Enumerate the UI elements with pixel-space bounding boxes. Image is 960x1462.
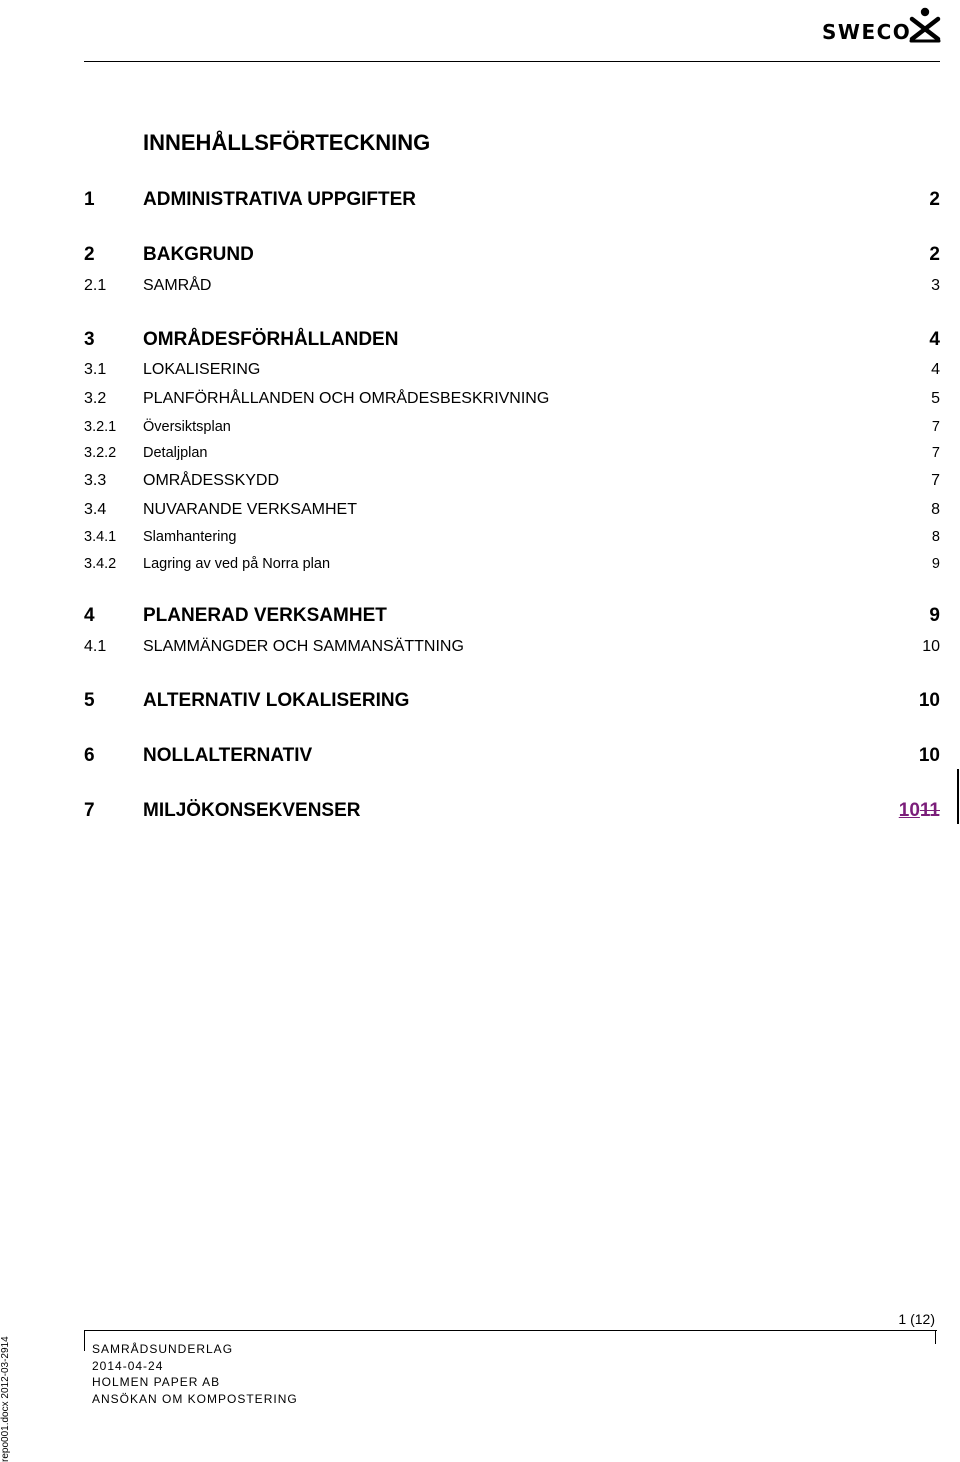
toc-entry-page: 8 <box>931 501 940 518</box>
toc-entry-page: 10 <box>918 690 940 711</box>
toc-entry-number: 3.2.2 <box>84 445 117 461</box>
toc-entry-1[interactable] <box>84 188 940 212</box>
toc-entry-3-1[interactable] <box>84 359 940 381</box>
footer-document-type: SAMRÅDSUNDERLAG <box>92 1342 234 1356</box>
sweco-logo <box>820 6 944 44</box>
toc-entry-number: 3.4.2 <box>84 556 117 572</box>
toc-title: INNEHÅLLSFÖRTECKNING <box>143 130 431 155</box>
toc-entry-4[interactable] <box>84 604 940 628</box>
toc-entry-number: 5 <box>84 690 95 711</box>
toc-entry-6[interactable] <box>84 744 940 768</box>
sweco-figure-icon <box>908 6 942 44</box>
logo-text: SWECO <box>822 20 912 44</box>
toc-entry-title: PLANERAD VERKSAMHET <box>143 605 387 626</box>
toc-entry-title: SLAMMÄNGDER OCH SAMMANSÄTTNING <box>143 638 464 655</box>
toc-entry-title: ADMINISTRATIVA UPPGIFTER <box>143 189 417 210</box>
toc-entry-title: ALTERNATIV LOKALISERING <box>143 690 410 711</box>
toc-entry-number: 3 <box>84 329 95 350</box>
toc-entry-number: 7 <box>84 800 95 821</box>
toc-entry-number: 3.3 <box>84 472 107 489</box>
toc-entry-page: 9 <box>931 556 940 572</box>
toc-entry-number: 4.1 <box>84 638 107 655</box>
toc-entry-7[interactable] <box>84 799 940 823</box>
toc-entry-3-4-1[interactable] <box>84 527 940 547</box>
header-divider <box>84 61 940 62</box>
toc-entry-number: 3.4.1 <box>84 529 117 545</box>
toc-entry-title: NUVARANDE VERKSAMHET <box>143 501 357 518</box>
footer-subject: ANSÖKAN OM KOMPOSTERING <box>92 1391 298 1406</box>
toc-entry-number: 6 <box>84 745 95 766</box>
footer-info <box>92 1341 298 1407</box>
toc-entry-page: 9 <box>929 605 940 626</box>
toc-entry-title: Detaljplan <box>143 445 208 461</box>
toc-entry-title: OMRÅDESFÖRHÅLLANDEN <box>143 329 399 350</box>
revision-change-bar <box>957 769 959 824</box>
footer-bracket-right <box>935 1330 936 1344</box>
toc-entry-page: 5 <box>931 390 940 407</box>
toc-entry-number: 3.1 <box>84 361 107 378</box>
toc-entry-page: 4 <box>929 329 940 350</box>
page-count: 1 (12) <box>898 1311 935 1327</box>
footer-client: HOLMEN PAPER AB <box>92 1375 221 1389</box>
toc-entry-3[interactable] <box>84 328 940 352</box>
toc-entry-3-4[interactable] <box>84 499 940 521</box>
toc-entry-number: 2.1 <box>84 277 107 294</box>
deleted-page-number: 11 <box>919 800 940 821</box>
template-side-note: repo001.docx 2012-03-2914 <box>0 1336 11 1462</box>
toc-entry-page: 10 <box>918 745 940 766</box>
toc-entry-title: Lagring av ved på Norra plan <box>143 556 331 572</box>
toc-entry-title: SAMRÅD <box>143 277 212 294</box>
toc-entry-title: NOLLALTERNATIV <box>143 745 313 766</box>
toc-entry-2[interactable] <box>84 243 940 267</box>
toc-entry-number: 2 <box>84 244 95 265</box>
toc-entry-title: OMRÅDESSKYDD <box>143 472 280 489</box>
toc-entry-2-1[interactable] <box>84 275 940 297</box>
toc-entry-3-2-1[interactable] <box>84 417 940 437</box>
toc-entry-title: Slamhantering <box>143 529 237 545</box>
toc-entry-page: 2 <box>929 244 940 265</box>
toc-entry-number: 1 <box>84 189 95 210</box>
toc-entry-page-tracked <box>899 799 940 823</box>
footer-date: 2014-04-24 <box>92 1358 164 1373</box>
toc-entry-3-3[interactable] <box>84 470 940 492</box>
toc-entry-page: 2 <box>929 189 940 210</box>
toc-entry-number: 3.4 <box>84 501 107 518</box>
toc-entry-number: 3.2 <box>84 390 107 407</box>
toc-entry-page: 4 <box>931 361 940 378</box>
toc-entry-title: BAKGRUND <box>143 244 254 265</box>
toc-entry-title: LOKALISERING <box>143 361 261 378</box>
inserted-page-number: 10 <box>898 800 920 821</box>
toc-entry-title: PLANFÖRHÅLLANDEN OCH OMRÅDESBESKRIVNING <box>143 390 550 407</box>
toc-entry-title: Översiktsplan <box>143 419 231 435</box>
toc-entry-number: 4 <box>84 605 95 626</box>
toc-entry-3-4-2[interactable] <box>84 554 940 574</box>
toc-entry-page: 7 <box>931 445 940 461</box>
toc-entry-4-1[interactable] <box>84 636 940 658</box>
toc-entry-number: 3.2.1 <box>84 419 117 435</box>
toc-entry-page: 7 <box>931 419 940 435</box>
toc-entry-title: MILJÖKONSEKVENSER <box>143 800 361 821</box>
toc-entry-3-2-2[interactable] <box>84 443 940 463</box>
toc-entry-page: 8 <box>931 529 940 545</box>
toc-entry-3-2[interactable] <box>84 388 940 410</box>
toc-entry-page: 7 <box>931 472 940 489</box>
toc-entry-page: 10 <box>922 638 940 655</box>
toc-entry-page: 3 <box>931 277 940 294</box>
toc-entry-5[interactable] <box>84 689 940 713</box>
